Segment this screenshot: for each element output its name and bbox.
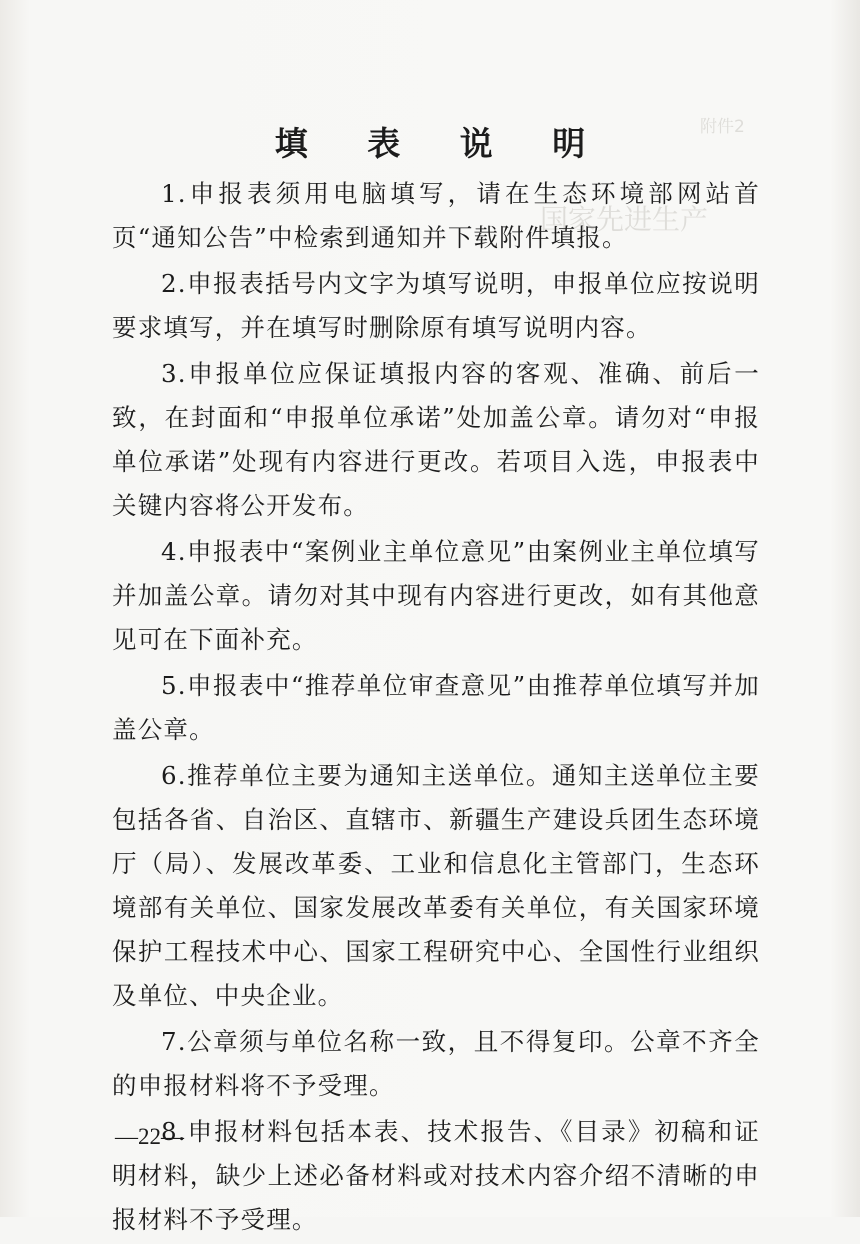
instruction-paragraph: 1.申报表须用电脑填写，请在生态环境部网站首页“通知公告”中检索到通知并下载附件填报。 [112, 179, 760, 252]
instructions-body [112, 172, 760, 1244]
instruction-paragraph: 6.推荐单位主要为通知主送单位。通知主送单位主要包括各省、自治区、直辖市、新疆生产建设兵团生态环境厅（局）、发展改革委、工业和信息化主管部门，生态环境部有关单位、国家发展改革委有关单位，有关国家环境保护工程技术中心、国家工程研究中心、全国性行业组织及单位、中央企业。 [112, 761, 760, 1010]
instruction-paragraph: 4.申报表中“案例业主单位意见”由案例业主单位填写并加盖公章。请勿对其中现有内容进行更改，如有其他意见可在下面补充。 [112, 537, 760, 654]
instruction-paragraph: 2.申报表括号内文字为填写说明，申报单位应按说明要求填写，并在填写时删除原有填写说明内容。 [112, 269, 760, 342]
instruction-paragraph: 7.公章须与单位名称一致，且不得复印。公章不齐全的申报材料将不予受理。 [112, 1027, 760, 1100]
instruction-paragraph: 8.申报材料包括本表、技术报告、《目录》初稿和证明材料，缺少上述必备材料或对技术内容介绍不清晰的申报材料不予受理。 [112, 1117, 760, 1234]
instruction-paragraph: 5.申报表中“推荐单位审查意见”由推荐单位填写并加盖公章。 [112, 671, 760, 744]
bleed-through-text: 国家先进生产 [540, 203, 709, 236]
page-number: —22— [115, 1124, 184, 1149]
bleed-through-text: 附件2 [700, 117, 745, 137]
page-title: 填 表 说 明 [274, 124, 610, 163]
instruction-paragraph: 3.申报单位应保证填报内容的客观、准确、前后一致，在封面和“申报单位承诺”处加盖公章。请勿对“申报单位承诺”处现有内容进行更改。若项目入选，申报表中关键内容将公开发布。 [112, 359, 760, 520]
